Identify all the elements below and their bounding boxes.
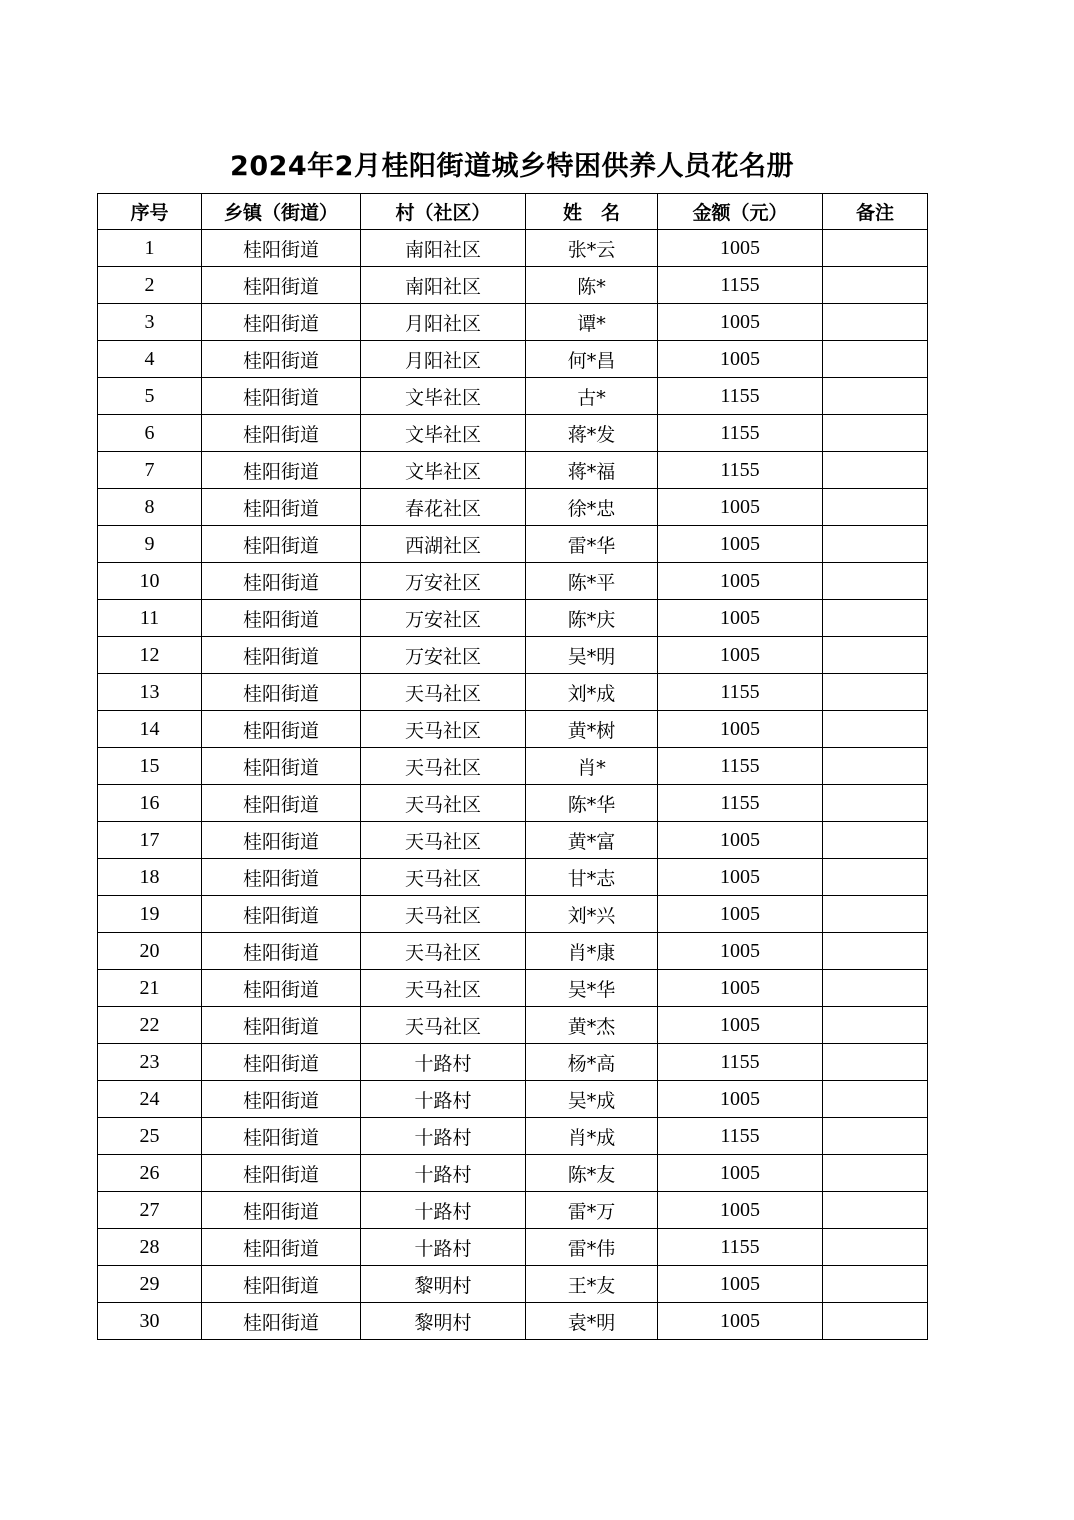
cell-town: 桂阳街道: [202, 1229, 361, 1266]
cell-note: [823, 378, 928, 415]
cell-amount: 1005: [658, 1266, 823, 1303]
cell-village: 万安社区: [361, 600, 526, 637]
cell-note: [823, 1229, 928, 1266]
cell-note: [823, 674, 928, 711]
table-row: [98, 415, 928, 452]
cell-no: 1: [98, 230, 202, 267]
cell-town: 桂阳街道: [202, 304, 361, 341]
column-header-town: 乡镇（街道）: [202, 194, 361, 230]
cell-amount: 1005: [658, 526, 823, 563]
cell-name: 黄*树: [526, 711, 658, 748]
cell-no: 8: [98, 489, 202, 526]
cell-no: 22: [98, 1007, 202, 1044]
cell-amount: 1155: [658, 267, 823, 304]
cell-no: 5: [98, 378, 202, 415]
cell-village: 十路村: [361, 1118, 526, 1155]
column-header-amount: 金额（元）: [658, 194, 823, 230]
cell-amount: 1155: [658, 452, 823, 489]
cell-amount: 1005: [658, 859, 823, 896]
cell-no: 15: [98, 748, 202, 785]
column-header-no: 序号: [98, 194, 202, 230]
cell-town: 桂阳街道: [202, 1044, 361, 1081]
cell-amount: 1005: [658, 822, 823, 859]
cell-note: [823, 563, 928, 600]
cell-note: [823, 933, 928, 970]
cell-name: 蒋*发: [526, 415, 658, 452]
cell-village: 文毕社区: [361, 415, 526, 452]
table-row: [98, 267, 928, 304]
cell-no: 16: [98, 785, 202, 822]
cell-name: 肖*成: [526, 1118, 658, 1155]
cell-no: 7: [98, 452, 202, 489]
table-row: [98, 378, 928, 415]
cell-amount: 1005: [658, 489, 823, 526]
cell-name: 吴*明: [526, 637, 658, 674]
cell-note: [823, 748, 928, 785]
table-row: [98, 1044, 928, 1081]
cell-amount: 1155: [658, 1229, 823, 1266]
column-header-name: 姓 名: [526, 194, 658, 230]
cell-note: [823, 230, 928, 267]
cell-name: 雷*伟: [526, 1229, 658, 1266]
table-row: [98, 674, 928, 711]
roster-table: [97, 193, 928, 1340]
cell-amount: 1155: [658, 415, 823, 452]
cell-town: 桂阳街道: [202, 378, 361, 415]
cell-name: 徐*忠: [526, 489, 658, 526]
cell-village: 黎明村: [361, 1303, 526, 1340]
table-row: [98, 1266, 928, 1303]
cell-note: [823, 1303, 928, 1340]
table-row: [98, 1303, 928, 1340]
cell-name: 甘*志: [526, 859, 658, 896]
cell-no: 12: [98, 637, 202, 674]
cell-amount: 1155: [658, 1044, 823, 1081]
column-header-village: 村（社区）: [361, 194, 526, 230]
cell-town: 桂阳街道: [202, 600, 361, 637]
cell-village: 天马社区: [361, 859, 526, 896]
table-row: [98, 600, 928, 637]
cell-village: 十路村: [361, 1044, 526, 1081]
cell-amount: 1005: [658, 341, 823, 378]
cell-town: 桂阳街道: [202, 859, 361, 896]
cell-amount: 1155: [658, 748, 823, 785]
cell-note: [823, 341, 928, 378]
cell-village: 天马社区: [361, 970, 526, 1007]
page-title: 2024年2月桂阳街道城乡特困供养人员花名册: [230, 151, 794, 182]
cell-town: 桂阳街道: [202, 637, 361, 674]
cell-no: 29: [98, 1266, 202, 1303]
cell-village: 天马社区: [361, 896, 526, 933]
cell-village: 万安社区: [361, 637, 526, 674]
cell-note: [823, 415, 928, 452]
cell-name: 黄*杰: [526, 1007, 658, 1044]
cell-no: 4: [98, 341, 202, 378]
cell-village: 天马社区: [361, 674, 526, 711]
cell-village: 南阳社区: [361, 267, 526, 304]
table-row: [98, 1118, 928, 1155]
cell-name: 陈*平: [526, 563, 658, 600]
cell-amount: 1005: [658, 1192, 823, 1229]
cell-note: [823, 600, 928, 637]
table-row: [98, 230, 928, 267]
cell-town: 桂阳街道: [202, 1303, 361, 1340]
cell-village: 天马社区: [361, 748, 526, 785]
table-row: [98, 785, 928, 822]
cell-town: 桂阳街道: [202, 674, 361, 711]
cell-town: 桂阳街道: [202, 1118, 361, 1155]
cell-note: [823, 637, 928, 674]
cell-village: 万安社区: [361, 563, 526, 600]
table-row: [98, 526, 928, 563]
cell-no: 21: [98, 970, 202, 1007]
cell-name: 吴*成: [526, 1081, 658, 1118]
cell-village: 月阳社区: [361, 341, 526, 378]
cell-name: 陈*: [526, 267, 658, 304]
cell-no: 25: [98, 1118, 202, 1155]
cell-note: [823, 1266, 928, 1303]
cell-name: 谭*: [526, 304, 658, 341]
cell-town: 桂阳街道: [202, 1266, 361, 1303]
cell-no: 11: [98, 600, 202, 637]
cell-village: 十路村: [361, 1229, 526, 1266]
cell-no: 2: [98, 267, 202, 304]
cell-village: 西湖社区: [361, 526, 526, 563]
table-row: [98, 304, 928, 341]
cell-name: 张*云: [526, 230, 658, 267]
cell-no: 30: [98, 1303, 202, 1340]
cell-town: 桂阳街道: [202, 1081, 361, 1118]
cell-amount: 1005: [658, 711, 823, 748]
cell-village: 文毕社区: [361, 378, 526, 415]
cell-village: 天马社区: [361, 785, 526, 822]
cell-no: 26: [98, 1155, 202, 1192]
cell-town: 桂阳街道: [202, 489, 361, 526]
cell-no: 3: [98, 304, 202, 341]
cell-village: 天马社区: [361, 1007, 526, 1044]
table-row: [98, 452, 928, 489]
table-row: [98, 1229, 928, 1266]
cell-name: 王*友: [526, 1266, 658, 1303]
cell-amount: 1005: [658, 304, 823, 341]
cell-name: 陈*庆: [526, 600, 658, 637]
cell-no: 18: [98, 859, 202, 896]
cell-note: [823, 1192, 928, 1229]
cell-amount: 1005: [658, 637, 823, 674]
cell-village: 天马社区: [361, 822, 526, 859]
cell-village: 天马社区: [361, 933, 526, 970]
cell-village: 黎明村: [361, 1266, 526, 1303]
cell-name: 黄*富: [526, 822, 658, 859]
cell-amount: 1005: [658, 1007, 823, 1044]
table-row: [98, 489, 928, 526]
cell-note: [823, 859, 928, 896]
cell-no: 28: [98, 1229, 202, 1266]
cell-no: 27: [98, 1192, 202, 1229]
cell-note: [823, 489, 928, 526]
cell-note: [823, 822, 928, 859]
cell-amount: 1005: [658, 230, 823, 267]
cell-town: 桂阳街道: [202, 267, 361, 304]
cell-note: [823, 970, 928, 1007]
cell-no: 20: [98, 933, 202, 970]
column-header-note: 备注: [823, 194, 928, 230]
cell-town: 桂阳街道: [202, 896, 361, 933]
cell-name: 杨*高: [526, 1044, 658, 1081]
cell-village: 天马社区: [361, 711, 526, 748]
cell-town: 桂阳街道: [202, 785, 361, 822]
cell-town: 桂阳街道: [202, 230, 361, 267]
cell-amount: 1005: [658, 896, 823, 933]
cell-note: [823, 1118, 928, 1155]
cell-no: 6: [98, 415, 202, 452]
cell-town: 桂阳街道: [202, 341, 361, 378]
cell-village: 南阳社区: [361, 230, 526, 267]
cell-name: 吴*华: [526, 970, 658, 1007]
table-row: [98, 637, 928, 674]
cell-town: 桂阳街道: [202, 822, 361, 859]
cell-town: 桂阳街道: [202, 415, 361, 452]
cell-amount: 1005: [658, 563, 823, 600]
cell-name: 雷*华: [526, 526, 658, 563]
cell-note: [823, 1081, 928, 1118]
cell-note: [823, 452, 928, 489]
cell-note: [823, 711, 928, 748]
cell-name: 刘*成: [526, 674, 658, 711]
table-row: [98, 748, 928, 785]
roster-body: [98, 230, 928, 1340]
cell-note: [823, 785, 928, 822]
cell-no: 9: [98, 526, 202, 563]
cell-town: 桂阳街道: [202, 1192, 361, 1229]
table-row: [98, 859, 928, 896]
header-row: [98, 194, 928, 230]
cell-amount: 1005: [658, 1155, 823, 1192]
table-row: [98, 822, 928, 859]
cell-amount: 1155: [658, 785, 823, 822]
cell-town: 桂阳街道: [202, 526, 361, 563]
cell-name: 何*昌: [526, 341, 658, 378]
cell-no: 23: [98, 1044, 202, 1081]
table-row: [98, 933, 928, 970]
cell-name: 陈*华: [526, 785, 658, 822]
cell-note: [823, 267, 928, 304]
cell-amount: 1005: [658, 970, 823, 1007]
cell-note: [823, 1155, 928, 1192]
cell-village: 十路村: [361, 1155, 526, 1192]
cell-name: 陈*友: [526, 1155, 658, 1192]
cell-village: 月阳社区: [361, 304, 526, 341]
cell-town: 桂阳街道: [202, 711, 361, 748]
cell-town: 桂阳街道: [202, 452, 361, 489]
cell-name: 肖*康: [526, 933, 658, 970]
table-row: [98, 341, 928, 378]
table-row: [98, 1081, 928, 1118]
cell-no: 19: [98, 896, 202, 933]
cell-village: 文毕社区: [361, 452, 526, 489]
cell-name: 刘*兴: [526, 896, 658, 933]
cell-no: 14: [98, 711, 202, 748]
table-row: [98, 970, 928, 1007]
cell-town: 桂阳街道: [202, 1007, 361, 1044]
table-row: [98, 896, 928, 933]
table-row: [98, 1155, 928, 1192]
cell-no: 13: [98, 674, 202, 711]
cell-village: 十路村: [361, 1192, 526, 1229]
cell-amount: 1155: [658, 378, 823, 415]
cell-note: [823, 304, 928, 341]
table-row: [98, 1007, 928, 1044]
table-row: [98, 1192, 928, 1229]
cell-no: 24: [98, 1081, 202, 1118]
cell-town: 桂阳街道: [202, 1155, 361, 1192]
cell-village: 十路村: [361, 1081, 526, 1118]
cell-town: 桂阳街道: [202, 748, 361, 785]
table-row: [98, 711, 928, 748]
cell-name: 肖*: [526, 748, 658, 785]
cell-amount: 1155: [658, 674, 823, 711]
cell-note: [823, 1044, 928, 1081]
table-row: [98, 563, 928, 600]
cell-no: 17: [98, 822, 202, 859]
cell-note: [823, 896, 928, 933]
cell-village: 春花社区: [361, 489, 526, 526]
cell-amount: 1005: [658, 933, 823, 970]
cell-name: 袁*明: [526, 1303, 658, 1340]
cell-note: [823, 1007, 928, 1044]
cell-note: [823, 526, 928, 563]
cell-town: 桂阳街道: [202, 563, 361, 600]
cell-town: 桂阳街道: [202, 970, 361, 1007]
cell-amount: 1005: [658, 600, 823, 637]
cell-name: 古*: [526, 378, 658, 415]
cell-amount: 1155: [658, 1118, 823, 1155]
cell-amount: 1005: [658, 1081, 823, 1118]
cell-name: 蒋*福: [526, 452, 658, 489]
cell-name: 雷*万: [526, 1192, 658, 1229]
cell-amount: 1005: [658, 1303, 823, 1340]
cell-no: 10: [98, 563, 202, 600]
cell-town: 桂阳街道: [202, 933, 361, 970]
